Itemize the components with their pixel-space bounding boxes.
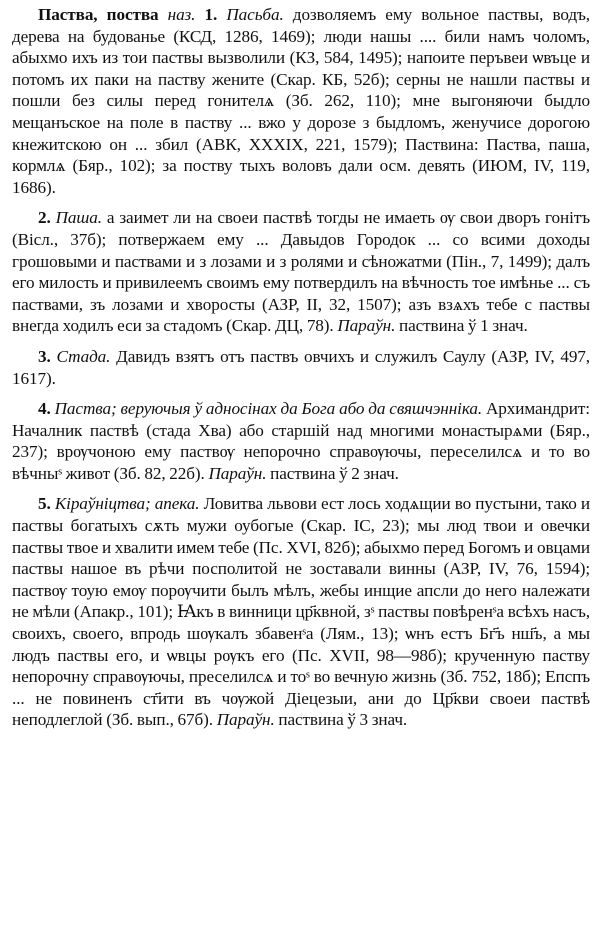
cross-reference-label: Параўн. bbox=[208, 463, 267, 483]
sense-gloss: Паства; веруючыя ў адносінах да Бога або да свяшчэнніка. bbox=[54, 399, 483, 419]
sense-gloss: Пасьба. bbox=[226, 5, 284, 24]
sense-number: 2. bbox=[38, 208, 51, 228]
sense-4 bbox=[12, 398, 590, 484]
sense-citations: а заимет ли на своеи паствѣ тогды не имаеть ѹ свои дворъ гонітъ (Вісл., 37б); потвержаем ему ... Давыдов Городок ... со всими доходы грошовыми и паствами и з лозами и з ролями и сѣножатми (Пін., 7, 1499); далъ его милость и привилеемъ своимъ ему потвердилъ на вѣчность тое имѣнье ... съ паствами, зъ лозами и хворосты (АЗР, II, 32, 1507); азъ взѧхъ тебе с паствы внегда ходилъ еси за стадомъ (Скар. ДЦ, 78). bbox=[12, 208, 591, 336]
sense-number: 1. bbox=[204, 5, 218, 24]
cross-reference: паствина ў 3 знач. bbox=[278, 710, 408, 730]
sense-citations: Давидъ взятъ отъ паствъ овчихъ и служилъ Саулу (АЗР, IV, 497, 1617). bbox=[12, 346, 591, 388]
sense-number: 4. bbox=[38, 399, 51, 419]
cross-reference: паствина ў 2 знач. bbox=[270, 463, 399, 483]
sense-gloss: Кіраўніцтва; апека. bbox=[54, 494, 200, 514]
sense-gloss: Стада. bbox=[56, 346, 111, 366]
cross-reference: паствина ў 1 знач. bbox=[398, 316, 528, 336]
sense-5 bbox=[12, 493, 590, 731]
headword: Паства, поства bbox=[38, 5, 159, 24]
sense-3 bbox=[12, 346, 590, 389]
sense-2 bbox=[12, 207, 590, 337]
sense-number: 5. bbox=[38, 494, 51, 514]
sense-citations: Архимандрит: Началник паствѣ (стада Хва) або старшій над многими монастырѧми (Бяр., 237); врѹчоною ему паствѹ непорочно справѹючы, переселилсѧ и то вo вѣчныˢ живот (Зб. 82, 22б). bbox=[12, 399, 590, 483]
sense-citations: Ловитва львови ест лось ходѧщии во пустыни, тако и паствы богатыхъ сѫть мужи оубогые (Скар. ІС, 23); мы люд твои и овечки паствы твое и хвалити имем тебе (Пс. XVI, 82б); абыхмо перед Богомъ и овцами паствы нашое въ рѣчи посполитой не зоставали винны (АЗР, IV, 76, 1594); паствѹ тоую емѹ порѹчити былъ мѣлъ, жебы инщие апсли до него належати не мѣли (Апакр., 101); Ꙗкъ в винници цр҃квной, зˢ паствы повѣренˢа всѣхъ насъ, своихъ, своего, впродь шѹкалъ збавенˢа (Лям., 13); ѡнъ естъ Бг҃ъ нш҃ъ, а мы людъ паствы его, и ѡвцы рѹкъ его (Пс. XVII, 98—98б); крученную паству непорочну справѹючы, преселилсѧ и тоˢ во вечную жизнь (Зб. 752, 18б); Епспъ ... не повиненъ ст҃ити въ чѹжой Діецезыи, ани до Цр҃кви своеи паствѣ неподлеглой (Зб. вып., 67б). bbox=[12, 494, 590, 730]
cross-reference-label: Параўн. bbox=[337, 316, 396, 336]
part-of-speech: наз. bbox=[167, 5, 196, 24]
sense-1 bbox=[12, 4, 590, 198]
sense-citations: дозволяемъ ему вольное паствы, водъ, дерева на будованье (КСД, 1286, 1469); люди нашы .... били намъ чоломъ, абыхмо ихъ из тои паствы вызволили (КЗ, 584, 1495); напоите перъвеи ѡвъце и потомъ их паки на паству жените (Скар. КБ, 52б); серны не нашли паствы и пошли без силы перед гонителѧ (Зб. 262, 110); мне выгоняючи быдло мещанъское на поле в паству ... вжо у дорозе з быдломъ, женучисе дорогою кнежитскою он ... збил (АВК, XXXIX, 221, 1579); Паствина: Паства, паша, кормлѧ (Бяр., 102); за поству тыхъ воловъ дали осм. девять (ИЮМ, IV, 119, 1686). bbox=[12, 5, 590, 197]
sense-gloss: Паша. bbox=[55, 208, 102, 228]
sense-number: 3. bbox=[38, 346, 51, 366]
cross-reference-label: Параўн. bbox=[216, 710, 275, 730]
